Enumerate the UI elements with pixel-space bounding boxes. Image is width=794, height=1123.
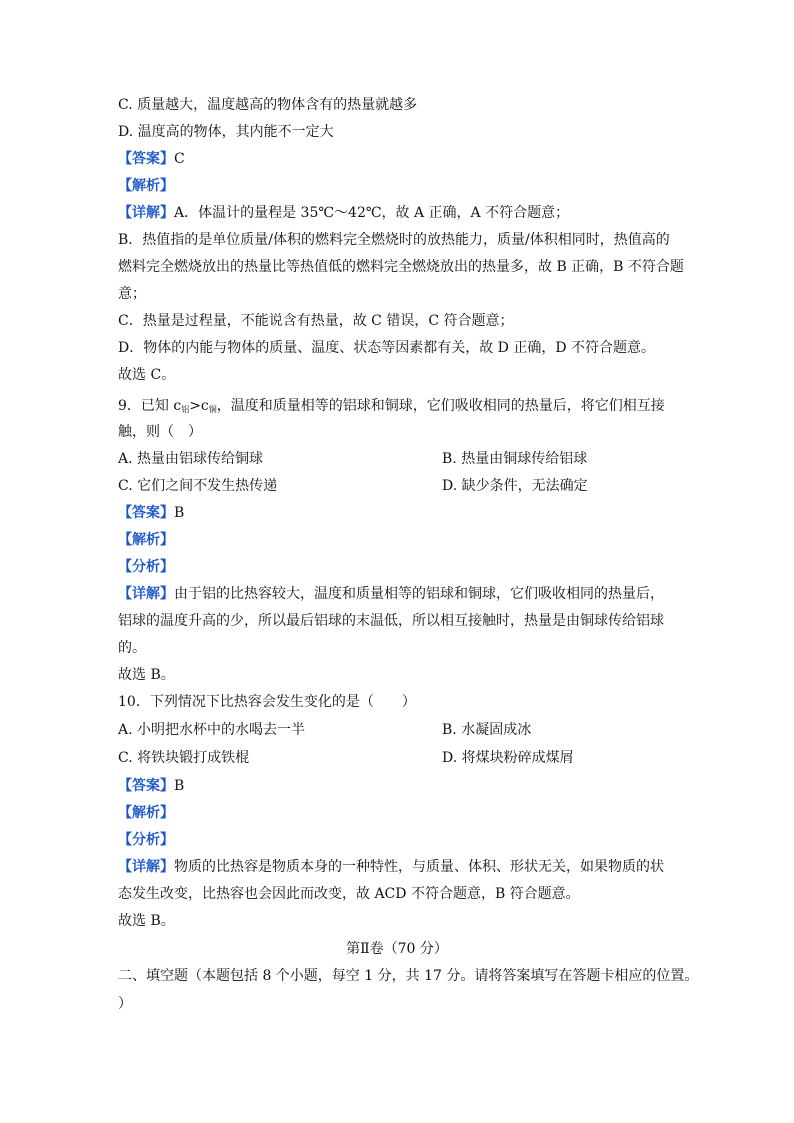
q10-option-b: B. 水凝固成冰 bbox=[442, 722, 532, 738]
q10-fenxi-tag: 【分析】 bbox=[118, 832, 174, 848]
q8-option-d: D. 温度高的物体，其内能不一定大 bbox=[118, 124, 334, 140]
q10-analysis-tag: 【解析】 bbox=[118, 805, 174, 821]
q8-detail-a: 【详解】A．体温计的量程是 35℃～42℃，故 A 正确，A 不符合题意； bbox=[118, 205, 570, 221]
section-heading-line2: ） bbox=[118, 996, 132, 1012]
q10-option-c: C. 将铁块锻打成铁棍 bbox=[118, 750, 250, 766]
section-heading-line1: 二、填空题（本题包括 8 个小题，每空 1 分，共 17 分。请将答案填写在答题卡相应的位置。 bbox=[118, 968, 699, 984]
q8-detail-b-line2: 燃料完全燃烧放出的热量比等热值低的燃料完全燃烧放出的热量多，故 B 正确，B 不符合题 bbox=[118, 259, 684, 275]
q9-stem-line1: 9．已知 $c_铝>c_铜$，温度和质量相等的铝球和铜球，它们吸收相同的热量后，将它们相互接 bbox=[118, 398, 665, 414]
q8-option-c: C. 质量越大，温度越高的物体含有的热量就越多 bbox=[118, 97, 418, 113]
part2-title: 第Ⅱ卷（70 分） bbox=[346, 941, 448, 957]
q8-conclusion: 故选 C。 bbox=[118, 367, 176, 383]
q9-option-b: B. 热量由铜球传给铝球 bbox=[442, 451, 588, 467]
q9-fenxi-tag: 【分析】 bbox=[118, 559, 174, 575]
q9-conclusion: 故选 B。 bbox=[118, 667, 175, 683]
q8-detail-b-line3: 意； bbox=[118, 286, 146, 302]
q10-option-a: A. 小明把水杯中的水喝去一半 bbox=[118, 722, 306, 738]
q8-detail-b-line1: B．热值指的是单位质量/体积的燃料完全燃烧时的放热能力，质量/体积相同时，热值高的 bbox=[118, 232, 670, 248]
subscript-copper: 铜 bbox=[208, 405, 217, 414]
q10-detail-line1: 【详解】物质的比热容是物质本身的一种特性，与质量、体积、形状无关，如果物质的状 bbox=[118, 859, 664, 875]
q9-detail-line2: 铝球的温度升高的少，所以最后铝球的末温低，所以相互接触时，热量是由铜球传给铝球 bbox=[118, 613, 664, 629]
q9-stem-line2: 触，则（ ） bbox=[118, 424, 202, 440]
q8-detail-d: D．物体的内能与物体的质量、温度、状态等因素都有关，故 D 正确，D 不符合题意。 bbox=[118, 340, 656, 356]
q8-answer bbox=[118, 149, 185, 169]
q9-answer: 【答案】B bbox=[118, 505, 185, 521]
q10-answer: 【答案】B bbox=[118, 778, 185, 794]
q10-detail-line2: 态发生改变，比热容也会因此而改变，故 ACD 不符合题意，B 符合题意。 bbox=[118, 886, 580, 902]
q10-stem: 10．下列情况下比热容会发生变化的是（ ） bbox=[118, 694, 416, 710]
q9-detail-line1: 【详解】由于铝的比热容较大，温度和质量相等的铝球和铜球，它们吸收相同的热量后， bbox=[118, 586, 664, 602]
q9-option-d: D. 缺少条件，无法确定 bbox=[442, 478, 588, 494]
detail-tag: 【详解】 bbox=[118, 205, 174, 221]
q9-option-a: A. 热量由铝球传给铜球 bbox=[118, 451, 264, 467]
q8-analysis-tag: 【解析】 bbox=[118, 178, 174, 194]
q9-analysis-tag: 【解析】 bbox=[118, 532, 174, 548]
q8-detail-c: C．热量是过程量，不能说含有热量，故 C 错误，C 符合题意； bbox=[118, 313, 514, 329]
q9-detail-line3: 的。 bbox=[118, 640, 146, 656]
subscript-aluminum: 铝 bbox=[181, 405, 190, 414]
q10-conclusion: 故选 B。 bbox=[118, 913, 175, 929]
answer-tag: 【答案】 bbox=[118, 151, 174, 167]
q10-option-d: D. 将煤块粉碎成煤屑 bbox=[442, 750, 574, 766]
q9-option-c: C. 它们之间不发生热传递 bbox=[118, 478, 278, 494]
answer-value: C bbox=[174, 151, 185, 167]
